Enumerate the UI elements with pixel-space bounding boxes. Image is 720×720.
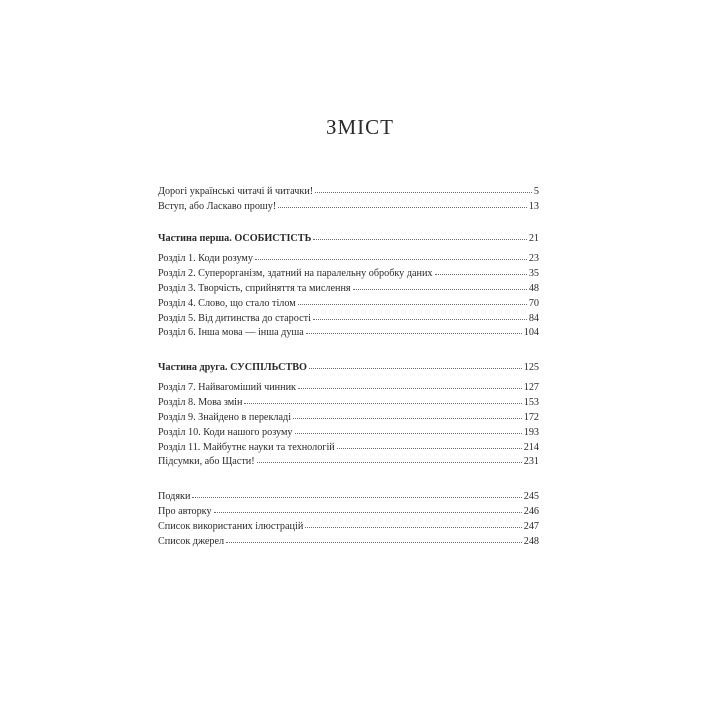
toc-entry — [158, 520, 539, 535]
toc-entry-page: 246 — [523, 505, 539, 517]
toc-entry — [158, 326, 539, 341]
toc-entry-label: Розділ 11. Майбутнє науки та технологій — [158, 441, 335, 453]
dot-leader — [306, 325, 522, 334]
dot-leader — [192, 489, 521, 498]
toc-entry-page: 127 — [523, 381, 539, 393]
toc-entry-label: Список джерел — [158, 535, 225, 547]
toc-entry-label: Розділ 9. Знайдено в перекладі — [158, 411, 292, 423]
toc-entry-label: Розділ 4. Слово, що стало тілом — [158, 297, 296, 309]
toc-entry-page: 231 — [523, 456, 539, 468]
toc-entry — [158, 455, 539, 470]
toc-entry — [158, 505, 539, 520]
part-heading-label: Частина перша. ОСОБИСТІСТЬ — [158, 233, 312, 244]
part-heading-page: 21 — [528, 233, 539, 244]
toc-entry-label: Розділ 8. Мова змін — [158, 396, 243, 408]
toc-entry-page: 153 — [523, 396, 539, 408]
dot-leader — [257, 454, 522, 463]
toc-entry-page: 214 — [523, 441, 539, 453]
toc-entry-page: 48 — [528, 282, 539, 294]
toc-entry-label: Про авторку — [158, 505, 212, 517]
toc-entry-page: 245 — [523, 491, 539, 502]
dot-leader — [295, 425, 522, 434]
toc-entry — [158, 411, 539, 426]
dot-leader — [278, 199, 527, 208]
toc-entry-page: 5 — [533, 186, 539, 197]
toc-entry-label: Дорогі українські читачі й читачки! — [158, 186, 314, 197]
toc-entry — [158, 426, 539, 441]
toc-entry-label: Розділ 10. Коди нашого розуму — [158, 426, 293, 438]
dot-leader — [293, 410, 522, 419]
toc-entry — [158, 490, 539, 505]
toc-entry-page: 248 — [523, 535, 539, 547]
dot-leader — [226, 534, 522, 543]
page-title: ЗМІСТ — [325, 115, 395, 139]
dot-leader — [309, 360, 522, 369]
dot-leader — [214, 504, 522, 513]
toc-entry-label: Подяки — [158, 491, 191, 502]
part-heading — [158, 361, 539, 376]
toc-entry — [158, 535, 539, 550]
part-heading-label: Частина друга. СУСПІЛЬСТВО — [158, 362, 307, 373]
toc-entry-label: Список використаних ілюстрацій — [158, 520, 304, 532]
toc-entry-label: Розділ 3. Творчість, сприйняття та мислення — [158, 282, 351, 294]
toc-part-one — [158, 232, 539, 341]
toc-entry — [158, 200, 539, 215]
toc-entry-label: Розділ 5. Від дитинства до старості — [158, 312, 311, 324]
dot-leader — [305, 519, 521, 528]
dot-leader — [255, 251, 527, 260]
toc-entry-page: 13 — [528, 200, 539, 212]
toc-entry-page: 35 — [528, 267, 539, 279]
toc-entry-label: Підсумки, або Щасти! — [158, 456, 255, 468]
toc-entry — [158, 267, 539, 282]
toc-entry-page: 172 — [523, 411, 539, 423]
dot-leader — [353, 281, 527, 290]
toc-entry-page: 23 — [528, 252, 539, 264]
part-heading-page: 125 — [523, 362, 539, 373]
toc-entry — [158, 396, 539, 411]
toc-backmatter — [158, 490, 539, 550]
toc-entry — [158, 312, 539, 327]
toc-entry-label: Розділ 7. Найвагоміший чинник — [158, 381, 296, 393]
dot-leader — [244, 395, 521, 404]
dot-leader — [337, 440, 522, 449]
part-heading — [158, 232, 539, 247]
dot-leader — [435, 266, 527, 275]
toc-entry — [158, 252, 539, 267]
dot-leader — [298, 296, 527, 305]
toc-entry-page: 193 — [523, 426, 539, 438]
toc-entry-page: 70 — [528, 297, 539, 309]
dot-leader — [298, 380, 522, 389]
toc-part-two — [158, 361, 539, 470]
dot-leader — [313, 311, 527, 320]
dot-leader — [315, 184, 532, 193]
toc-entry-page: 104 — [523, 327, 539, 339]
toc-entry — [158, 297, 539, 312]
dot-leader — [313, 231, 526, 240]
toc-entry — [158, 381, 539, 396]
toc-intro-section — [158, 185, 539, 215]
toc-entry-label: Розділ 1. Коди розуму — [158, 252, 253, 264]
toc-entry — [158, 185, 539, 200]
toc-entry-page: 247 — [523, 520, 539, 532]
toc-entry — [158, 441, 539, 456]
toc-entry — [158, 282, 539, 297]
toc-entry-label: Вступ, або Ласкаво прошу! — [158, 200, 277, 212]
toc-entry-label: Розділ 2. Суперорганізм, здатний на паралельну обробку даних — [158, 267, 433, 279]
toc-entry-page: 84 — [528, 312, 539, 324]
toc-entry-label: Розділ 6. Інша мова — інша душа — [158, 327, 304, 339]
